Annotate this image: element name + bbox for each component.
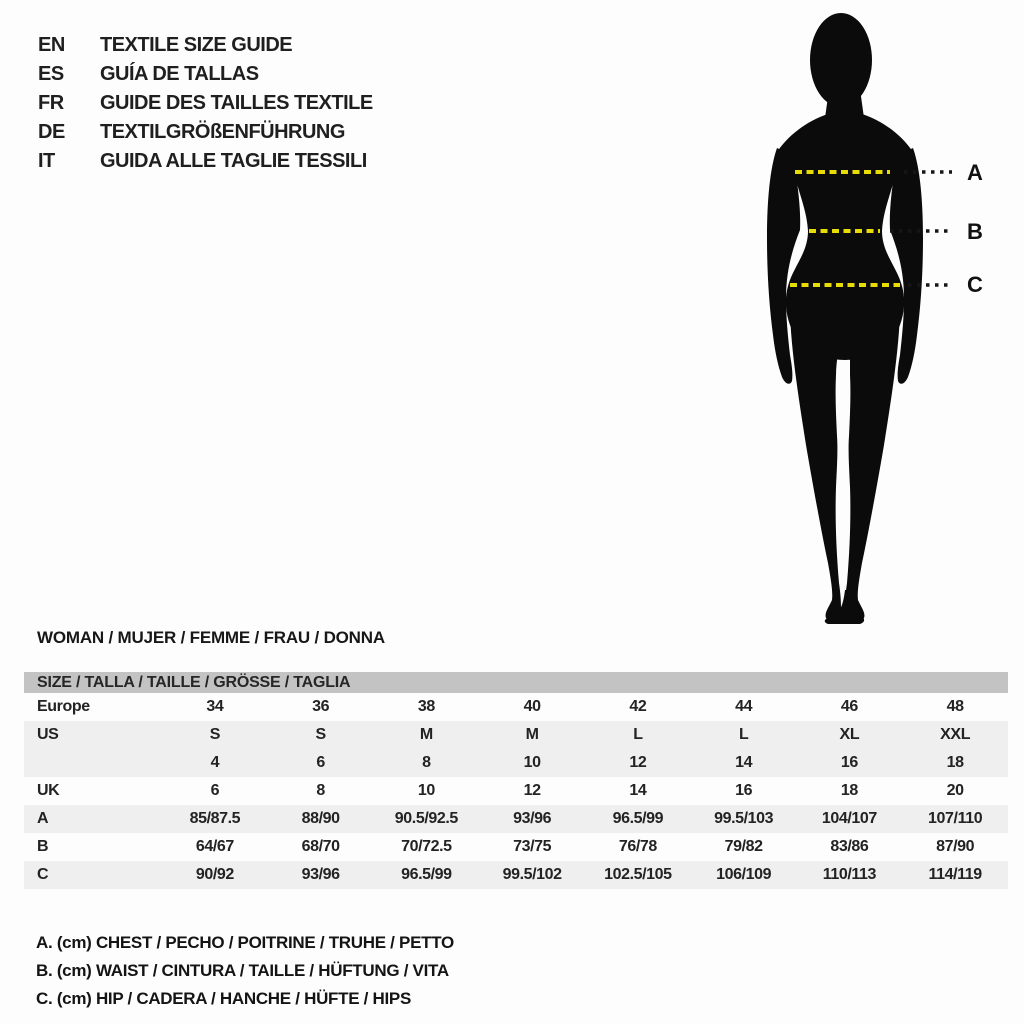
size-cell: 79/82 xyxy=(724,838,763,855)
size-cell: 106/109 xyxy=(716,866,772,883)
size-cell: 4 xyxy=(210,754,220,771)
table-row-chest xyxy=(24,805,1008,833)
size-cell: 88/90 xyxy=(301,810,340,827)
language-title: GUÍA DE TALLAS xyxy=(100,63,259,85)
size-cell: 73/75 xyxy=(513,838,552,855)
marker-b: B xyxy=(967,219,983,244)
size-cell: 87/90 xyxy=(936,838,975,855)
size-cell: 90.5/92.5 xyxy=(394,810,458,827)
row-label: B xyxy=(37,838,49,855)
row-label: C xyxy=(37,866,49,883)
size-cell: 42 xyxy=(629,698,647,715)
table-row-waist xyxy=(24,833,1008,861)
size-cell: S xyxy=(315,726,326,743)
size-cell: 83/86 xyxy=(830,838,869,855)
row-label: A xyxy=(37,810,49,827)
size-cell: 114/119 xyxy=(928,866,982,883)
language-row-de xyxy=(38,118,373,147)
size-cell: 64/67 xyxy=(195,838,234,855)
row-label: Europe xyxy=(37,698,90,715)
size-cell: 18 xyxy=(840,782,858,799)
language-code: IT xyxy=(38,150,55,172)
language-row-es xyxy=(38,60,373,89)
size-cell: 76/78 xyxy=(618,838,657,855)
woman-silhouette-icon xyxy=(740,0,1024,645)
measurement-legend xyxy=(36,929,454,1013)
table-row-hip xyxy=(24,861,1008,889)
table-row-us xyxy=(24,721,1008,749)
size-cell: 40 xyxy=(523,698,541,715)
marker-c: C xyxy=(967,272,983,297)
language-title: TEXTILGRÖßENFÜHRUNG xyxy=(100,121,345,143)
size-cell: 46 xyxy=(840,698,858,715)
footnote-hip: C. (cm) HIP / CADERA / HANCHE / HÜFTE / HIPS xyxy=(36,989,412,1008)
footnote-chest: A. (cm) CHEST / PECHO / POITRINE / TRUHE / PETTO xyxy=(36,933,454,952)
size-cell: 99.5/102 xyxy=(502,866,562,883)
table-row-europe xyxy=(24,693,1008,721)
size-cell: 20 xyxy=(946,782,964,799)
size-cell: 10 xyxy=(417,782,435,799)
size-cell: 93/96 xyxy=(301,866,340,883)
language-row-en xyxy=(38,31,373,60)
language-title: TEXTILE SIZE GUIDE xyxy=(100,34,293,56)
size-cell: 8 xyxy=(422,754,431,771)
size-cell: 96.5/99 xyxy=(401,866,452,883)
size-cell: S xyxy=(209,726,221,743)
size-cell: 90/92 xyxy=(195,866,234,883)
size-cell: 14 xyxy=(735,754,753,771)
size-cell: L xyxy=(738,726,749,743)
size-cell: 18 xyxy=(946,754,964,771)
size-cell: 44 xyxy=(735,698,753,715)
size-cell: 6 xyxy=(210,782,220,799)
table-row-uk xyxy=(24,777,1008,805)
marker-a: A xyxy=(967,160,983,185)
size-cell: 68/70 xyxy=(301,838,340,855)
size-cell: 70/72.5 xyxy=(401,838,452,855)
language-code: ES xyxy=(38,63,64,85)
language-code: DE xyxy=(38,121,65,143)
size-cell: 99.5/103 xyxy=(714,810,774,827)
gender-title: WOMAN / MUJER / FEMME / FRAU / DONNA xyxy=(37,628,385,647)
size-cell: M xyxy=(419,726,433,743)
row-label: US xyxy=(37,726,59,743)
language-title: GUIDA ALLE TAGLIE TESSILI xyxy=(100,150,367,172)
size-cell: 104/107 xyxy=(821,810,877,827)
size-cell: 48 xyxy=(946,698,964,715)
size-cell: 10 xyxy=(523,754,541,771)
row-label xyxy=(24,749,162,777)
size-cell: 16 xyxy=(840,754,858,771)
size-table xyxy=(24,672,1008,889)
language-code: EN xyxy=(38,34,65,56)
size-cell: 85/87.5 xyxy=(189,810,241,827)
table-row-us-numeric xyxy=(24,749,1008,777)
footnote-waist: B. (cm) WAIST / CINTURA / TAILLE / HÜFTUNG / VITA xyxy=(36,961,449,980)
row-label: UK xyxy=(37,782,60,799)
size-cell: 107/110 xyxy=(928,810,983,827)
size-cell: 102.5/105 xyxy=(604,866,672,883)
size-cell: 96.5/99 xyxy=(612,810,664,827)
woman-silhouette-figure xyxy=(740,0,1024,645)
size-cell: XL xyxy=(839,726,860,743)
size-cell: 93/96 xyxy=(513,810,552,827)
size-cell: XXL xyxy=(940,726,971,743)
size-table-header-row xyxy=(24,672,1008,693)
size-cell: M xyxy=(525,726,539,743)
size-cell: 12 xyxy=(523,782,541,799)
size-cell: 14 xyxy=(629,782,647,799)
size-cell: 16 xyxy=(735,782,753,799)
size-cell: 110/113 xyxy=(822,866,877,883)
language-row-it xyxy=(38,147,373,176)
language-list xyxy=(38,31,373,176)
size-cell: 6 xyxy=(316,754,325,771)
size-cell: 8 xyxy=(316,782,325,799)
language-title: GUIDE DES TAILLES TEXTILE xyxy=(100,92,373,114)
size-table-header: SIZE / TALLA / TAILLE / GRÖSSE / TAGLIA xyxy=(24,672,1008,693)
size-cell: 38 xyxy=(417,698,435,715)
size-cell: 36 xyxy=(312,698,330,715)
language-row-fr xyxy=(38,89,373,118)
size-cell: L xyxy=(633,726,643,743)
language-code: FR xyxy=(38,92,64,114)
size-cell: 34 xyxy=(206,698,224,715)
size-cell: 12 xyxy=(629,754,647,771)
